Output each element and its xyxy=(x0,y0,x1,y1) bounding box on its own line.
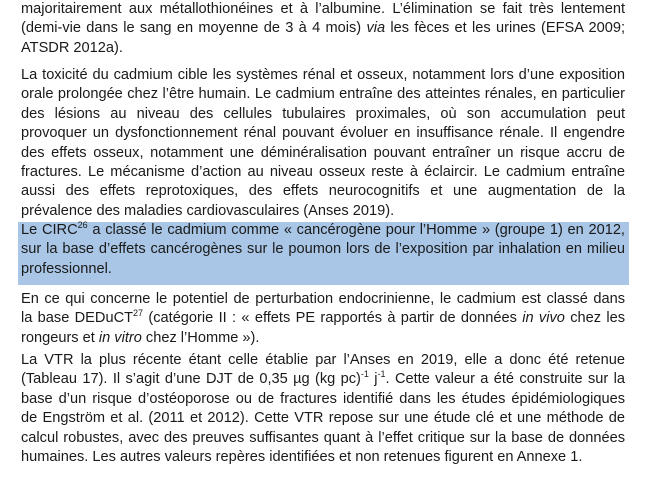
text-line: provoquer un dysfonctionnement rénal pouvant évoluer en insuffisance rénale. Il engendre xyxy=(21,125,625,142)
text-line: professionnel. xyxy=(21,260,112,277)
text-line: de Engström et al. (2011 et 2012). Cette VTR repose sur une étude clé et une méthode de xyxy=(21,410,625,427)
paragraph-endocrine xyxy=(21,290,625,348)
paragraph-elimination xyxy=(21,0,625,58)
paragraph-toxicity xyxy=(21,66,625,221)
text-line: fractures. Le mécanisme d’action au niveau osseux reste à éclaircir. Le cadmium entraîne xyxy=(21,164,625,181)
text-line: prévalence des maladies cardiovasculaires (Anses 2019). xyxy=(21,202,395,219)
text-line: La toxicité du cadmium cible les systèmes rénal et osseux, notamment lors d’une exposition xyxy=(21,67,625,83)
text-line: humaines. Les autres valeurs repères identifiées et non retenues figurent en Annexe 1. xyxy=(21,449,583,466)
text-line: rongeurs et in vitro chez l’Homme »). xyxy=(21,329,260,346)
text-line: (demi-vie dans le sang en moyenne de 3 à 4 mois) via les fèces et les urines (EFSA 2009; xyxy=(21,20,626,37)
text-line: Le CIRC$^{26}$ a classé le cadmium comme « cancérogène pour l’Homme » (groupe 1) en 2012, xyxy=(21,220,625,238)
text-line: majoritairement aux métallothionéines et à l’albumine. L’élimination se fait très lentement xyxy=(21,1,625,17)
text-line: (Tableau 17). Il s’agit d’une DJT de 0,35 µg (kg pc)$^{-1}$ $j^{-1}$. Cette valeur a été construite sur la xyxy=(21,369,625,388)
text-line: des lésions au niveau des cellules tubulaires proximales, où son accumulation peut xyxy=(21,105,625,122)
text-line: En ce qui concerne le potentiel de perturbation endocrinienne, le cadmium est classé dans xyxy=(21,291,625,307)
text-line: La VTR la plus récente étant celle établie par l’Anses en 2019, elle a donc été retenue xyxy=(21,352,625,368)
text-line: calcul robustes, avec des preuves suffisantes quant à l’effet critique sur la base de données xyxy=(21,429,625,446)
paragraph-circ-selected[interactable] xyxy=(21,221,625,279)
paragraph-vtr xyxy=(21,351,625,467)
text-line: sur la base d’effets cancérogènes sur le poumon lors de l’exposition par inhalation en milieu xyxy=(21,241,625,258)
text-line: des effets osseux, notamment une déminéralisation pouvant entraîner un risque accru de xyxy=(21,144,625,161)
text-line: base d’un risque d’ostéoporose ou de fractures identifié dans les études épidémiologiques xyxy=(21,390,625,407)
text-line: orale prolongée chez l’être humain. Le cadmium entraîne des atteintes rénales, en particulier xyxy=(21,86,625,103)
text-line: aussi des effets reprotoxiques, des effets neurocognitifs et une augmentation de la xyxy=(21,183,625,200)
footnote-ref-27[interactable]: 27 xyxy=(133,308,144,319)
text-line: la base DEDuCT$^{27}$ (catégorie II : « effets PE rapportés à partir de données in vivo chez les xyxy=(21,308,625,327)
footnote-ref-26[interactable]: 26 xyxy=(77,220,88,230)
text-line: ATSDR 2012a). xyxy=(21,39,123,56)
